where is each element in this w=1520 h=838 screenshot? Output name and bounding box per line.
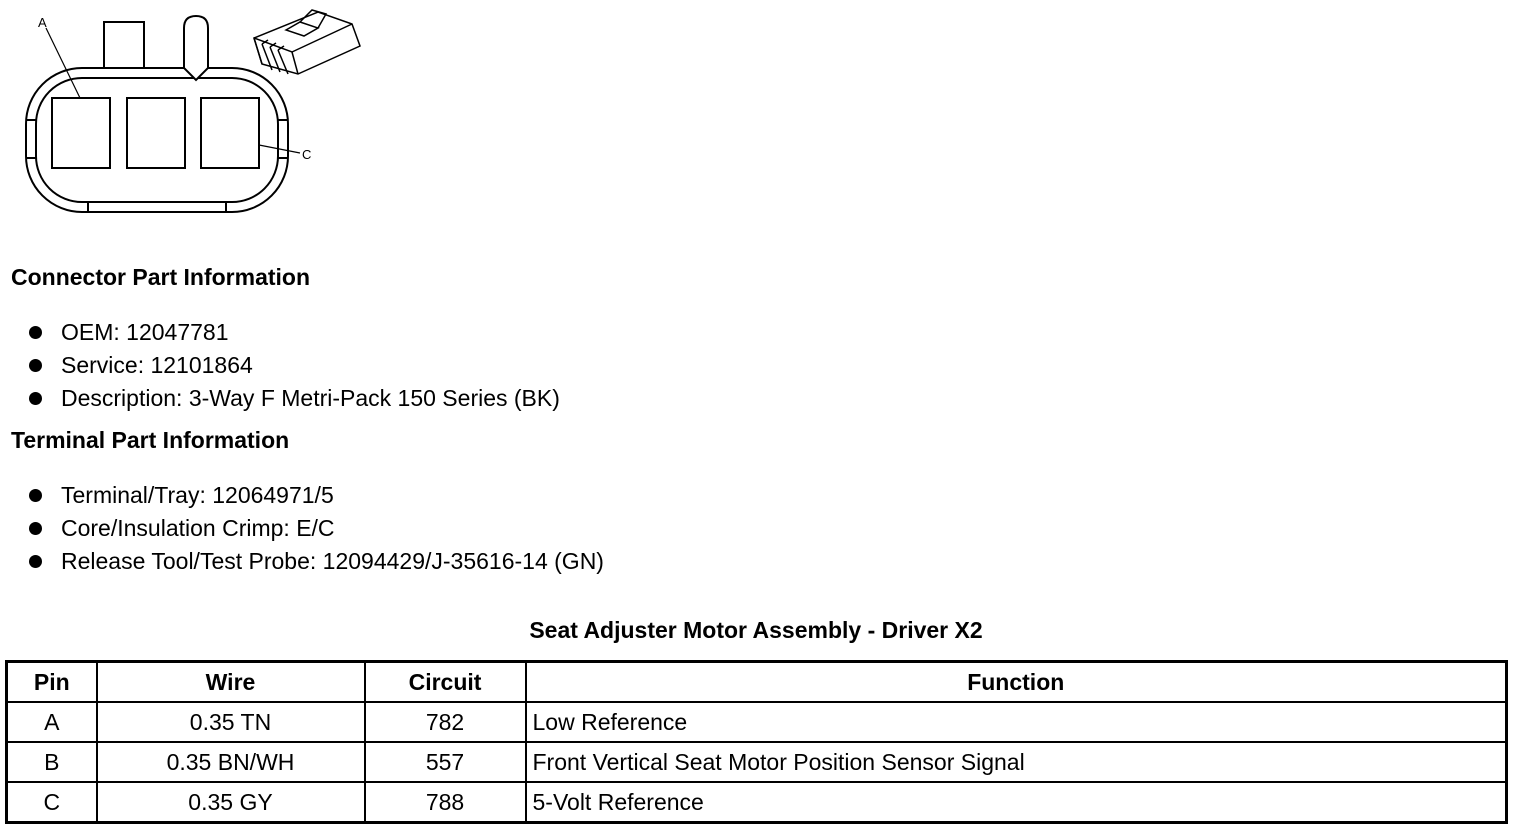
cavity-b (127, 98, 185, 168)
cell-wire: 0.35 GY (97, 782, 365, 823)
column-header-function: Function (526, 662, 1507, 703)
connector-housing-outer (26, 68, 288, 212)
list-item-text: Release Tool/Test Probe: 12094429/J-35616-14 (GN) (61, 548, 604, 574)
table-row (7, 702, 1507, 742)
list-item (27, 316, 560, 349)
list-item (27, 382, 560, 415)
cell-wire: 0.35 TN (97, 702, 365, 742)
list-item-text: Terminal/Tray: 12064971/5 (61, 482, 334, 508)
cell-function: 5-Volt Reference (526, 782, 1507, 823)
bullet-icon (29, 489, 42, 502)
cell-function: Front Vertical Seat Motor Position Sensor Signal (526, 742, 1507, 782)
cell-circuit: 557 (365, 742, 526, 782)
cell-function: Low Reference (526, 702, 1507, 742)
lock-tab (104, 22, 144, 68)
cavity-a (52, 98, 110, 168)
connector-housing-inner (36, 78, 278, 202)
connector-part-info-heading: Connector Part Information (11, 264, 311, 290)
column-header-circuit: Circuit (365, 662, 526, 703)
pinout-table (5, 660, 1508, 824)
table-title: Seat Adjuster Motor Assembly - Driver X2 (529, 617, 983, 643)
cell-pin: C (7, 782, 97, 823)
table-row (7, 742, 1507, 782)
cavity-c (201, 98, 259, 168)
cell-circuit: 788 (365, 782, 526, 823)
column-header-wire: Wire (97, 662, 365, 703)
cell-pin: A (7, 702, 97, 742)
bullet-icon (29, 359, 42, 372)
leader-c (259, 145, 300, 153)
table-row (7, 782, 1507, 823)
pin-label-a: A (38, 15, 47, 30)
list-item (27, 479, 604, 512)
table-header-row (7, 662, 1507, 703)
list-item-text: Description: 3-Way F Metri-Pack 150 Series (BK) (61, 385, 560, 411)
list-item (27, 545, 604, 578)
terminal-part-info-heading: Terminal Part Information (11, 427, 290, 453)
list-item-text: Service: 12101864 (61, 352, 253, 378)
bullet-icon (29, 522, 42, 535)
bullet-icon (29, 392, 42, 405)
column-header-pin: Pin (7, 662, 97, 703)
list-item-text: Core/Insulation Crimp: E/C (61, 515, 335, 541)
pin-label-c: C (302, 147, 312, 162)
list-item (27, 349, 560, 382)
cell-circuit: 782 (365, 702, 526, 742)
cell-wire: 0.35 BN/WH (97, 742, 365, 782)
bullet-icon (29, 326, 42, 339)
list-item (27, 512, 604, 545)
cell-pin: B (7, 742, 97, 782)
leader-a (46, 28, 80, 98)
key-tab (184, 16, 208, 80)
connector-face-diagram (0, 0, 380, 230)
connector-part-info-list (27, 316, 560, 415)
terminal-part-info-list (27, 479, 604, 578)
bullet-icon (29, 555, 42, 568)
connector-perspective-icon (254, 10, 360, 74)
list-item-text: OEM: 12047781 (61, 319, 229, 345)
